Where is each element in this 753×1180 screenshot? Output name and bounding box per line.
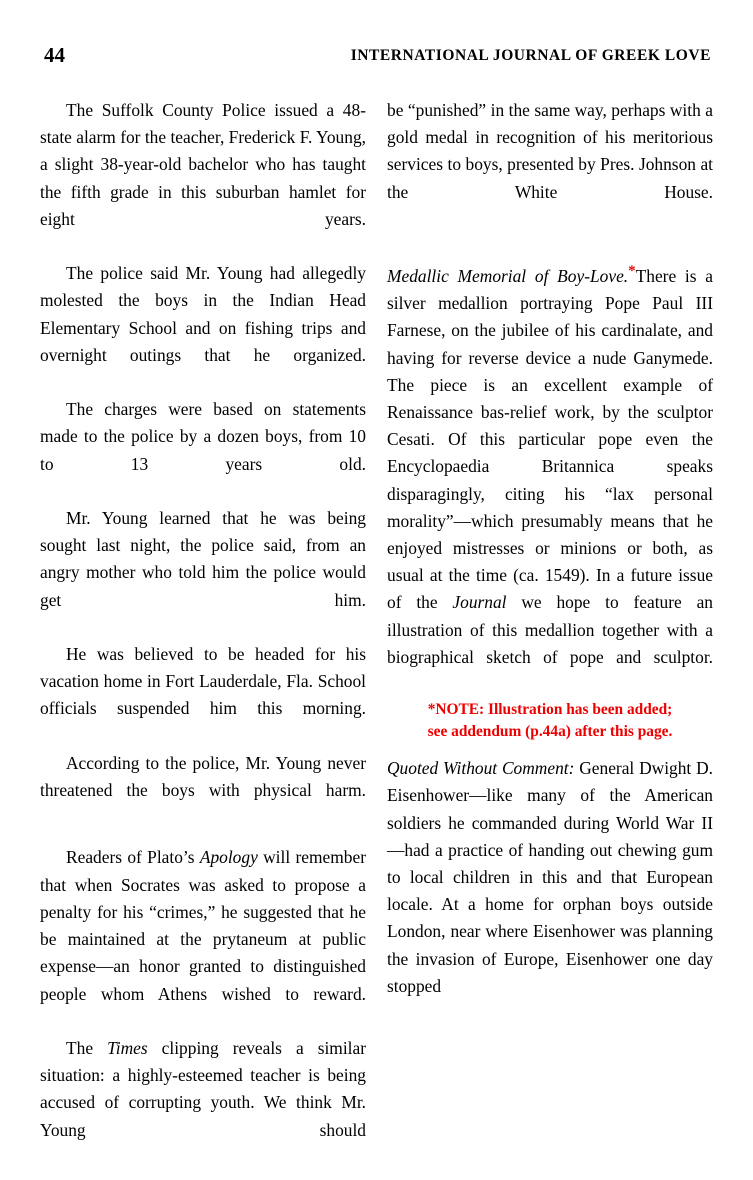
paragraph-text: will remember that when Socrates was asked to propose a penalty for his “crimes,” he suggested that he be maintained at the prytaneum at public expense—an honor granted to distinguished people whom Athens wished to reward.	[40, 847, 366, 1004]
paragraph-text: General Dwight D. Eisenhower—like many of the American soldiers he commanded during World War II—had a practice of handing out chewing gum to local children in this and that European locale. At a home for orphan boys outside London, near where Eisenhower was planning the invasion of Europe, Eisenhower one day stopped	[387, 758, 713, 996]
paragraph: Mr. Young learned that he was being sought last night, the police said, from an angry mother who told him the police would get him.	[40, 508, 366, 610]
editor-note-line-1: *NOTE: Illustration has been added;	[427, 701, 673, 719]
paragraph: The charges were based on statements made to the police by a dozen boys, from 10 to 13 years old.	[40, 399, 366, 474]
paragraph: He was believed to be headed for his vacation home in Fort Lauderdale, Fla. School officials suspended him this morning.	[40, 644, 366, 719]
editor-note-illustration-added	[387, 699, 713, 742]
section-heading-medallic: Medallic Memorial of Boy-Love.	[387, 266, 629, 287]
paragraph: According to the police, Mr. Young never threatened the boys with physical harm.	[40, 752, 366, 801]
footnote-marker-asterisk: *	[628, 263, 636, 280]
paragraph: The police said Mr. Young had allegedly molested the boys in the Indian Head Elementary School and on fishing trips and overnight outings that he organized.	[40, 263, 366, 365]
body-columns	[40, 97, 713, 1140]
journal-title: INTERNATIONAL JOURNAL OF GREEK LOVE	[350, 47, 711, 64]
column-left	[40, 97, 366, 1140]
publication-title-journal: Journal	[452, 592, 507, 613]
paragraph-text: clipping reveals a similar situation: a highly-esteemed teacher is being accused of corrupting youth. We think Mr. Young should	[40, 1037, 366, 1140]
column-right	[387, 97, 713, 1107]
paragraph-text: Readers of Plato’s	[66, 847, 200, 868]
paragraph-text: we hope to feature an illustration of this medallion together with a biographical sketch of pope and sculptor.	[387, 592, 713, 667]
section-medallic-memorial	[387, 263, 713, 698]
paragraph-continuation: be “punished” in the same way, perhaps with a gold medal in recognition of his meritorious services to boys, presented by Pres. Johnson at the White House.	[387, 100, 713, 202]
paragraph-plato-apology	[40, 844, 366, 1034]
section-quoted-without-comment	[387, 755, 713, 1027]
editor-note-line-2: see addendum (p.44a) after this page.	[427, 722, 673, 740]
paragraph-text: The	[66, 1037, 108, 1058]
page-number: 44	[44, 43, 65, 67]
paragraph: The Suffolk County Police issued a 48-state alarm for the teacher, Frederick F. Young, a slight 38-year-old bachelor who has taught the fifth grade in this suburban hamlet for eight years.	[40, 100, 366, 229]
paragraph-times-clipping	[40, 1035, 366, 1171]
work-title-apology: Apology	[199, 847, 258, 868]
paragraph-text: There is a silver medallion portraying Pope Paul III Farnese, on the jubilee of his cardinalate, and having for reverse device a nude Ganymede. The piece is an excellent example of Renaissance bas-relief work, by the sculptor Cesati. Of this particular pope even the Encyclopaedia Britannica speaks disparagingly, citing his “lax personal morality”—which presumably means that he enjoyed mistresses or minions or both, as usual at the time (ca. 1549). In a future issue of the	[387, 266, 713, 613]
section-heading-quoted: Quoted Without Comment:	[387, 758, 575, 779]
running-head	[40, 42, 711, 68]
publication-title-times: Times	[107, 1037, 148, 1058]
